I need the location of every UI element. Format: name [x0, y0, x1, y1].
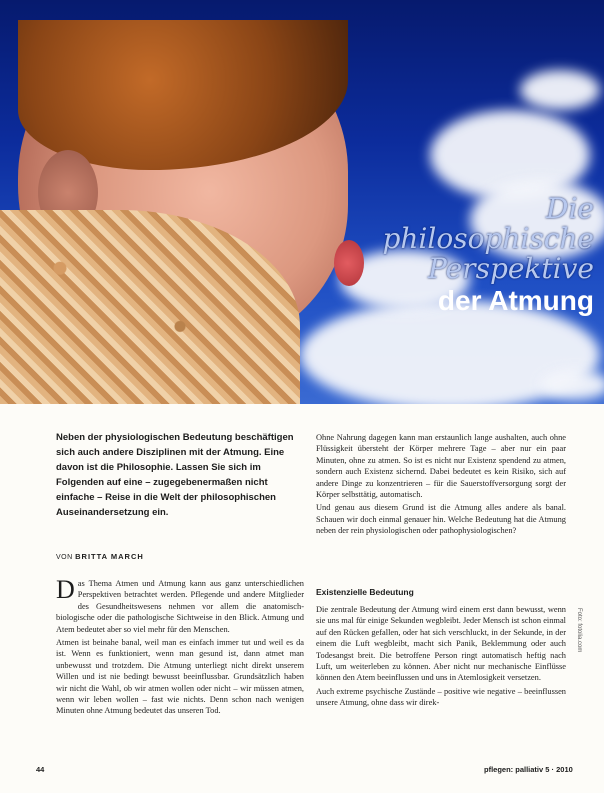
page-number: 44: [36, 765, 45, 774]
paragraph: Die zentrale Bedeutung der Atmung wird einem erst dann bewusst, wenn sie uns mal für einige Sekunden wegbleibt. Jeder Mensch ist schon einmal auf den Rücken gefallen, oder hat sich verschluckt, in der Sekunde, in der einem die Luft wegbleibt, macht sich Panik, Beklemmung oder auch Todesangst breit. Die betroffene Person ringt automatisch heftig nach Luft, um weiterleben zu können. Aber nicht nur mechanische Einflüsse können den Atem beeinflussen und uns in Atemlosigkeit versetzen.: [316, 605, 566, 683]
paragraph: Atmen ist beinahe banal, weil man es einfach immer tut und weil es da ist. Wenn es funktioniert, wenn man gesund ist, dann atmet man unbewusst und trotzdem. Die Atmung unterliegt nicht direkt unserem Willen und ist nie bedingt bewusst beeinflussbar. Grundsätzlich haben wir nicht die Wahl, ob wir atmen wollen oder nicht – wir müssen atmen, wenn wir leben wollen – fast wie nichts. Denn schon nach wenigen Minuten ohne Atmung bedeutet das unseren Tod.: [56, 638, 304, 716]
title-line-1: Die: [546, 192, 594, 225]
hair: [18, 20, 348, 170]
cloud: [540, 370, 604, 400]
byline-prefix: VON: [56, 554, 73, 561]
body-column-left: [56, 575, 304, 719]
cloud: [520, 70, 600, 110]
title-line-3: Perspektive: [428, 252, 594, 285]
body-column-right-top: [316, 432, 566, 539]
paragraph: [56, 575, 304, 635]
article-title: [294, 194, 594, 318]
title-line-2: philosophische: [382, 222, 594, 255]
paragraph: Und genau aus diesem Grund ist die Atmung alles andere als banal. Schauen wir doch einmal genauer hin. Welche Bedeutung hat die Atmung neben der rein physiologischen oder pathophysiologischen?: [316, 503, 566, 536]
photo-credit: Foto: fotolia.com: [576, 608, 582, 653]
lead-paragraph: Neben der physiologischen Bedeutung beschäftigen sich auch andere Disziplinen mit der Atmung. Eine davon ist die Philosophie. Lassen Sie sich im Folgenden auf eine – zugegebenermaßen nicht einfache – Reise in die Welt der philosophischen Auseinandersetzung ein.: [56, 432, 294, 518]
paragraph: Ohne Nahrung dagegen kann man erstaunlich lange aushalten, auch ohne Flüssigkeit übersteht der Körper mehrere Tage – aber nur ein paar Minuten, ohne zu atmen. So ist es nicht nur Existenz spendend zu atmen, sondern auch Existenz sichernd. Dabei bedeutet es kein Risiko, sich auf andere Dinge zu konzentrieren – für die Sauerstoffversorgung sorgt der Körper selbsttätig, automatisch.: [316, 433, 566, 500]
paragraph: Auch extreme psychische Zustände – positive wie negative – beeinflussen unsere Atmung, ohne dass wir direk-: [316, 686, 566, 708]
journal-footer: pflegen: palliativ 5 · 2010: [484, 765, 573, 774]
byline: [56, 552, 144, 561]
byline-author: BRITTA MARCH: [75, 552, 144, 561]
title-line-4: der Atmung: [437, 285, 594, 316]
drop-cap: D: [56, 575, 75, 604]
paragraph-text: as Thema Atmen und Atmung kann aus ganz unterschiedlichen Perspektiven betrachtet werden. Pflegende und andere Mitglieder des Gesundheitswesens nehmen vor allem die anatomisch-biologische oder die pathologische Sichtweise in den Blick. Atmung und Atem bedeutet aber so viel mehr für den Menschen.: [56, 579, 304, 634]
body-column-right-bottom: [316, 604, 566, 711]
section-heading: Existenzielle Bedeutung: [316, 587, 414, 597]
